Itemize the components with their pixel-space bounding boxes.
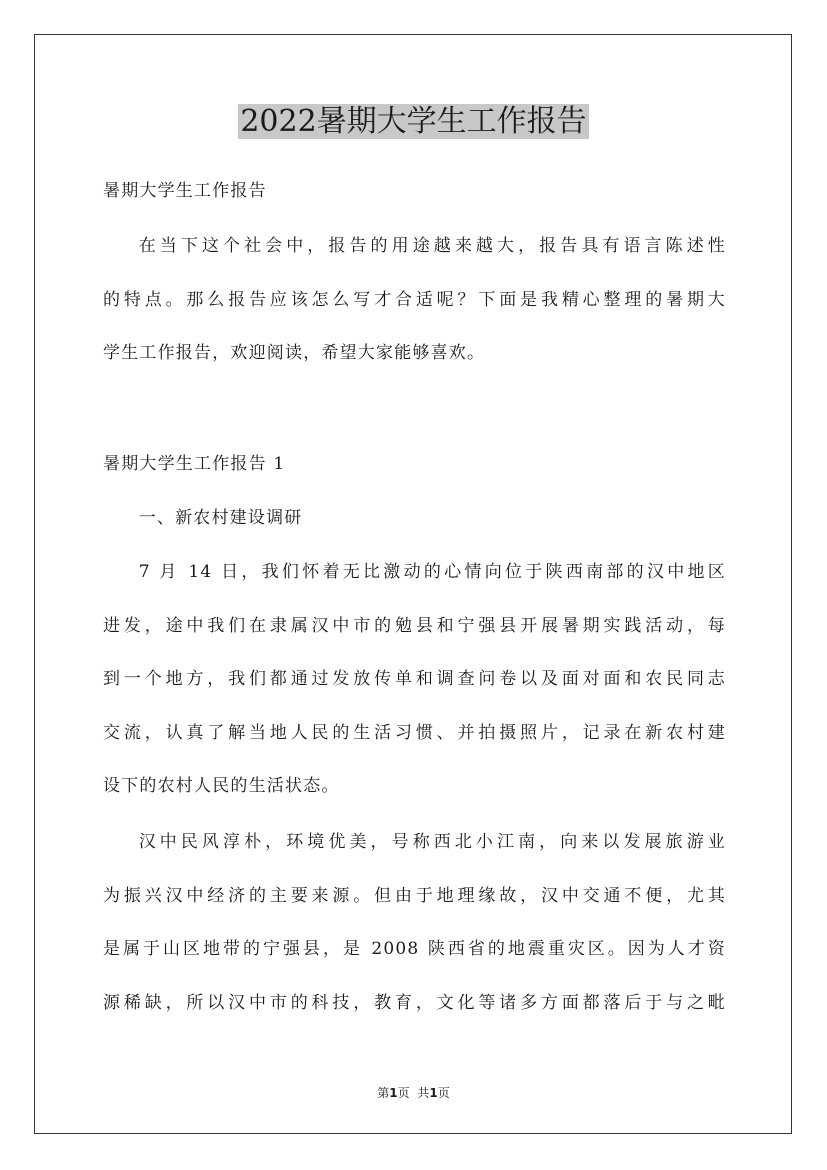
- page-number: 1: [389, 1086, 398, 1100]
- para1-line-2: 进发，途中我们在隶属汉中市的勉县和宁强县开展暑期实践活动，每: [103, 615, 726, 636]
- page-suffix: 页: [397, 1086, 410, 1100]
- total-prefix: 共: [417, 1086, 430, 1100]
- paragraph-1: [103, 546, 726, 814]
- section-heading-text: 暑期大学生工作报告 1: [103, 454, 286, 474]
- total-pages: 1: [429, 1086, 438, 1100]
- para1-line-4: 交流，认真了解当地人民的生活习惯、并拍摄照片，记录在新农村建: [103, 722, 726, 743]
- para2-line-3: 是属于山区地带的宁强县，是 2008 陕西省的地震重灾区。因为人才资: [103, 939, 726, 959]
- page-prefix: 第: [377, 1086, 390, 1100]
- page-footer: [0, 1084, 827, 1101]
- subtitle-text: 暑期大学生工作报告: [103, 181, 267, 201]
- intro-line-1: 在当下这个社会中，报告的用途越来越大，报告具有语言陈述性: [138, 236, 726, 256]
- sub-heading-text: 一、新农村建设调研: [138, 508, 303, 528]
- document-title: [0, 100, 827, 144]
- document-subtitle: [103, 165, 726, 219]
- total-suffix: 页: [437, 1086, 450, 1100]
- document-title-text: 2022暑期大学生工作报告: [240, 104, 587, 139]
- intro-line-3: 学生工作报告，欢迎阅读，希望大家能够喜欢。: [103, 343, 486, 363]
- paragraph-2: [103, 816, 726, 1030]
- intro-line-2: 的特点。那么报告应该怎么写才合适呢？下面是我精心整理的暑期大: [103, 289, 726, 310]
- para2-line-1: 汉中民风淳朴，环境优美，号称西北小江南，向来以发展旅游业: [138, 832, 726, 852]
- para1-line-3: 到一个地方，我们都通过发放传单和调查问卷以及面对面和农民同志: [103, 669, 726, 689]
- para2-line-4: 源稀缺，所以汉中市的科技，教育，文化等诸多方面都落后于与之毗: [103, 992, 726, 1013]
- para1-line-1: 7 月 14 日，我们怀着无比激动的心情向位于陕西南部的汉中地区: [138, 562, 726, 582]
- para2-line-2: 为振兴汉中经济的主要来源。但由于地理缘故，汉中交通不便，尤其: [103, 885, 726, 906]
- section-heading: [103, 438, 726, 492]
- para1-line-5: 设下的农村人民的生活状态。: [103, 776, 340, 796]
- intro-paragraph: [103, 220, 726, 381]
- sub-heading: [103, 492, 726, 546]
